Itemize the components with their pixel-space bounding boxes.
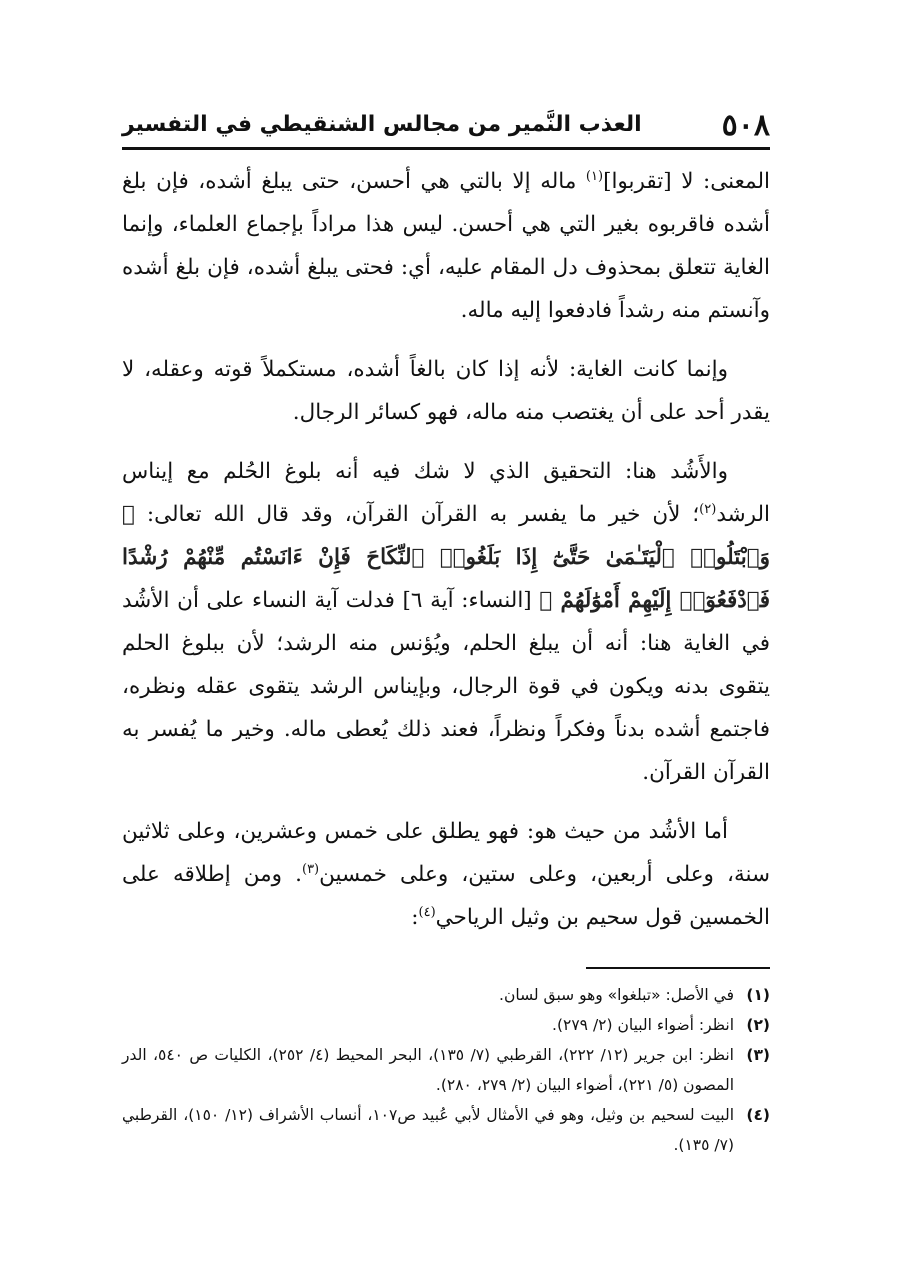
footnote-text: في الأصل: «تبلغوا» وهو سبق لسان. <box>499 986 734 1004</box>
footnotes <box>122 980 770 1160</box>
page-header <box>122 104 770 148</box>
footnote-number: (٤) <box>746 1106 770 1124</box>
footnote-ref-4: (٤) <box>418 904 436 920</box>
footnote-number: (٣) <box>746 1046 770 1064</box>
footnote-text: البيت لسحيم بن وثيل، وهو في الأمثال لأبي عُبيد ص١٠٧، أنساب الأشراف (١٢/ ١٥٠)، القرطبي (٧/ ١٣٥). <box>122 1106 734 1154</box>
paragraph-2: وإنما كانت الغاية: لأنه إذا كان بالغاً أشده، مستكملاً قوته وعقله، لا يقدر أحد على أن يغتصب منه ماله، فهو كسائر الرجال. <box>122 357 770 425</box>
running-title: العذب النَّمير من مجالس الشنقيطي في التفسير <box>122 112 642 137</box>
paragraph-4 <box>122 810 770 939</box>
paragraph-1 <box>122 160 770 332</box>
footnote-number: (٢) <box>746 1016 770 1034</box>
paragraph-3-text-c: [النساء: آية ٦] فدلت آية النساء على أن الأشُد في الغاية هنا: أنه أن يبلغ الحلم، ويُؤنس منه الرشد؛ لأن ببلوغ الحلم يتقوى بدنه ويكون في قوة الرجال، وبإيناس الرشد يتقوى عقله ونظره، فاجتمع أشده بدناً وفكراً ونظراً، فعند ذلك يُعطى ماله. وخير ما يُفسر به القرآن القرآن. <box>122 588 770 785</box>
paragraph-1-text-b: ماله إلا بالتي هي أحسن، حتى يبلغ أشده، فإن بلغ أشده فاقربوه بغير التي هي أحسن. ليس هذا مراداً بإجماع العلماء، وإنما الغاية تتعلق بمحذوف دل المقام عليه، أي: فحتى يبلغ أشده، فإن بلغ أشده وآنستم منه رشداً فادفعوا إليه ماله. <box>122 169 770 323</box>
footnote-text: انظر: أضواء البيان (٢/ ٢٧٩). <box>552 1016 734 1034</box>
page-number: ٥٠٨ <box>721 108 770 143</box>
paragraph-3 <box>122 450 770 794</box>
footnote-2 <box>122 1010 770 1040</box>
footnote-text: انظر: ابن جرير (١٢/ ٢٢٢)، القرطبي (٧/ ١٣٥)، البحر المحيط (٤/ ٢٥٢)، الكليات ص ٥٤٠، الدر المصون (٥/ ٢٢١)، أضواء البيان (٢/ ٢٧٩، ٢٨٠). <box>122 1046 734 1094</box>
footnote-1 <box>122 980 770 1010</box>
header-rule <box>122 147 770 150</box>
footnote-ref-2: (٢) <box>699 501 717 517</box>
footnote-separator <box>586 967 770 969</box>
quran-verse: ﴿ وَٱبْتَلُوا۟ ٱلْيَتَـٰمَىٰ حَتَّىٰٓ إِذَا بَلَغُوا۟ ٱلنِّكَاحَ فَإِنْ ءَانَسْتُم مِّنْهُمْ رُشْدًا فَٱدْفَعُوٓا۟ إِلَيْهِمْ أَمْوَٰلَهُمْ ﴾ <box>122 502 770 613</box>
paragraph-4-text-b: . ومن إطلاقه على الخمسين قول سحيم بن وثيل الرياحي <box>122 862 770 930</box>
paragraph-3-text-a: والأَشُد هنا: التحقيق الذي لا شك فيه أنه بلوغ الحُلم مع إيناس الرشد <box>122 459 770 527</box>
paragraph-4-text-a: أما الأشُد من حيث هو: فهو يطلق على خمس وعشرين، وعلى ثلاثين سنة، وعلى أربعين، وعلى ستين، وعلى خمسين <box>122 819 770 887</box>
footnote-ref-3: (٣) <box>301 861 320 877</box>
footnote-4 <box>122 1100 770 1160</box>
paragraph-3-text-b: ؛ لأن خير ما يفسر به القرآن القرآن، وقد قال الله تعالى: <box>134 502 700 527</box>
footnote-number: (١) <box>746 986 770 1004</box>
paragraph-4-text-c: : <box>411 905 419 930</box>
paragraph-1-text-a: المعنى: لا [تقربوا] <box>603 169 770 194</box>
footnote-3 <box>122 1040 770 1100</box>
footnote-ref-1: (١) <box>585 168 604 184</box>
main-text <box>122 160 770 955</box>
